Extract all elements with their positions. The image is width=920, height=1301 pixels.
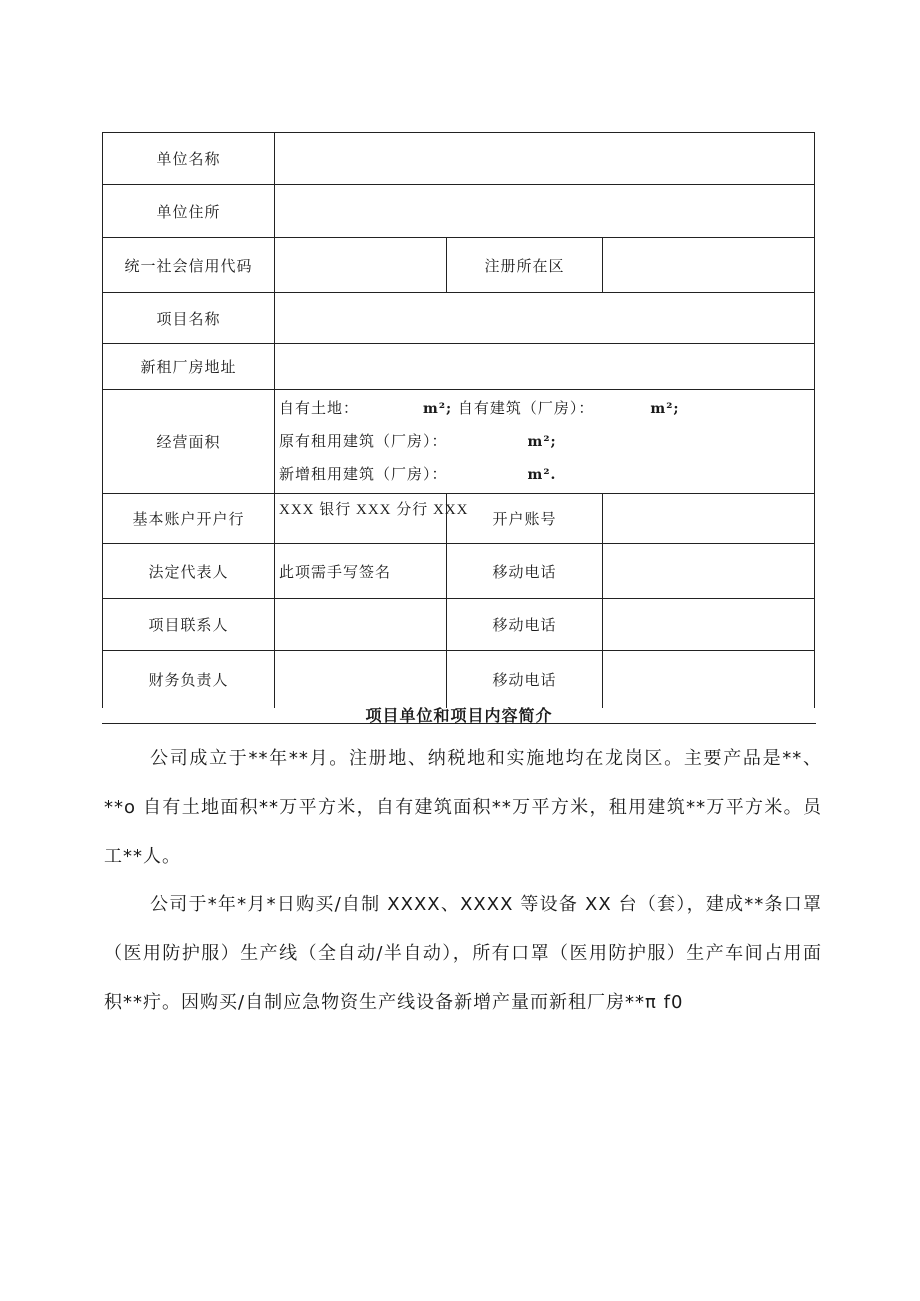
section-divider (102, 723, 816, 724)
registration-district-label: 注册所在区 (447, 238, 603, 293)
own-building-label: 自有建筑（厂房）： (452, 399, 595, 417)
finance-field[interactable] (275, 651, 447, 708)
new-rental-label: 新增租用建筑（厂房）： (279, 465, 448, 483)
intro-paragraph-2: 公司于*年*月*日购买/自制 XXXX、XXXX 等设备 XX 台（套），建成**条口罩（医用防护服）生产线（全自动/半自动），所有口罩（医用防护服）生产车间占用面积**疔。因购买/自制应急物资生产线设备新增产量而新租厂房**π f0 (104, 894, 822, 1013)
finance-phone-label: 移动电话 (447, 651, 603, 708)
project-name-label: 项目名称 (103, 293, 275, 344)
existing-rental-unit: m²; (527, 434, 557, 450)
new-rental-line (279, 458, 810, 491)
registration-district-field[interactable] (603, 238, 815, 293)
unit-name-label: 单位名称 (103, 133, 275, 185)
application-form-table (102, 132, 815, 708)
row-credit-code (103, 238, 815, 293)
row-business-area (103, 390, 815, 494)
own-land-label: 自有土地： (279, 399, 360, 417)
existing-rental-label: 原有租用建筑（厂房）： (279, 432, 448, 450)
finance-phone-field[interactable] (603, 651, 815, 708)
account-number-field[interactable] (603, 494, 815, 544)
own-building-unit: m²; (650, 401, 680, 417)
own-land-unit: m²; (423, 401, 453, 417)
new-factory-address-field[interactable] (275, 344, 815, 390)
contact-label: 项目联系人 (103, 599, 275, 651)
business-area-field[interactable] (275, 390, 815, 494)
row-new-factory-address (103, 344, 815, 390)
new-rental-unit: m². (527, 467, 557, 483)
bank-field[interactable]: XXX 银行 XXX 分行 XXX (275, 494, 447, 544)
credit-code-label: 统一社会信用代码 (103, 238, 275, 293)
row-finance (103, 651, 815, 708)
legal-rep-phone-label: 移动电话 (447, 544, 603, 599)
legal-rep-field[interactable]: 此项需手写签名 (275, 544, 447, 599)
existing-rental-line (279, 425, 810, 458)
row-unit-name (103, 133, 815, 185)
legal-rep-phone-field[interactable] (603, 544, 815, 599)
unit-name-field[interactable] (275, 133, 815, 185)
account-number-label: 开户账号 (447, 494, 603, 544)
finance-label: 财务负责人 (103, 651, 275, 708)
unit-address-field[interactable] (275, 185, 815, 238)
contact-field[interactable] (275, 599, 447, 651)
intro-paragraph-1: 公司成立于**年**月。注册地、纳税地和实施地均在龙岗区。主要产品是**、**o 自有土地面积**万平方米，自有建筑面积**万平方米，租用建筑**万平方米。员工**人。 (104, 748, 822, 867)
row-contact (103, 599, 815, 651)
business-area-label: 经营面积 (103, 390, 275, 494)
unit-address-label: 单位住所 (103, 185, 275, 238)
project-name-field[interactable] (275, 293, 815, 344)
own-land-line (279, 392, 810, 425)
row-bank (103, 494, 815, 544)
row-project-name (103, 293, 815, 344)
bank-label: 基本账户开户行 (103, 494, 275, 544)
contact-phone-field[interactable] (603, 599, 815, 651)
legal-rep-label: 法定代表人 (103, 544, 275, 599)
credit-code-field[interactable] (275, 238, 447, 293)
section-title: 项目单位和项目内容简介 (365, 706, 553, 725)
row-unit-address (103, 185, 815, 238)
contact-phone-label: 移动电话 (447, 599, 603, 651)
row-legal-rep (103, 544, 815, 599)
new-factory-address-label: 新租厂房地址 (103, 344, 275, 390)
